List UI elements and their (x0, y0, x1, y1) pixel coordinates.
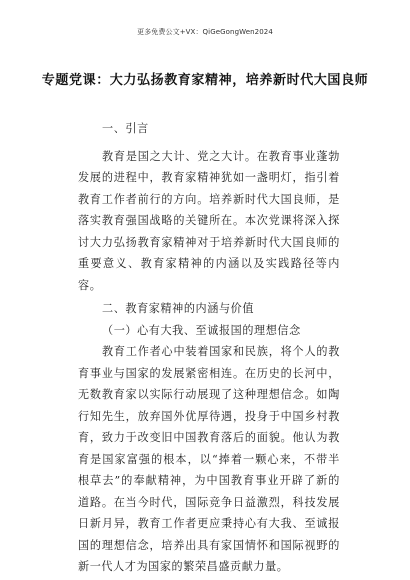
subsection-1-paragraph: 教育工作者心中装着国家和民族，将个人的教育事业与国家的发展紧密相连。在历史的长河中，无数教育家以实际行动展现了这种理想信念。如陶行知先生，放弃国外优厚待遇，投身于中国乡村教育，致力于改变旧中国教育落后的面貌。他认为教育是国家富强的根本，以“捧着一颗心来，不带半根草去”的奉献精神，为中国教育事业开辟了新的道路。在当今时代，国际竞争日益激烈，科技发展日新月异，教育工作者更应秉持心有大我、至诚报国的理想信念，培养出具有家国情怀和国际视野的新一代人才为国家的繁荣昌盛贡献力量。 (78, 345, 340, 573)
section-heading-2: 二、教育家精神的内涵与价值 (102, 302, 255, 315)
section-heading-intro: 一、引言 (102, 122, 149, 135)
intro-paragraph: 教育是国之大计、党之大计。在教育事业蓬勃发展的进程中，教育家精神犹如一盏明灯，指引着教育工作者前行的方向。培养新时代大国良师，是落实教育强国战略的关键所在。本次党课将深入探讨大力弘扬教育家精神对于培养新时代大国良师的重要意义、教育家精神的内涵以及实践路径等内容。 (78, 149, 340, 292)
header-note: 更多免费公文+VX：QiGeGongWen2024 (137, 28, 273, 36)
document-title: 专题党课：大力弘扬教育家精神，培养新时代大国良师 (41, 73, 369, 88)
subsection-heading-1: （一）心有大我、至诚报国的理想信念 (102, 323, 301, 337)
document-body (78, 118, 340, 578)
